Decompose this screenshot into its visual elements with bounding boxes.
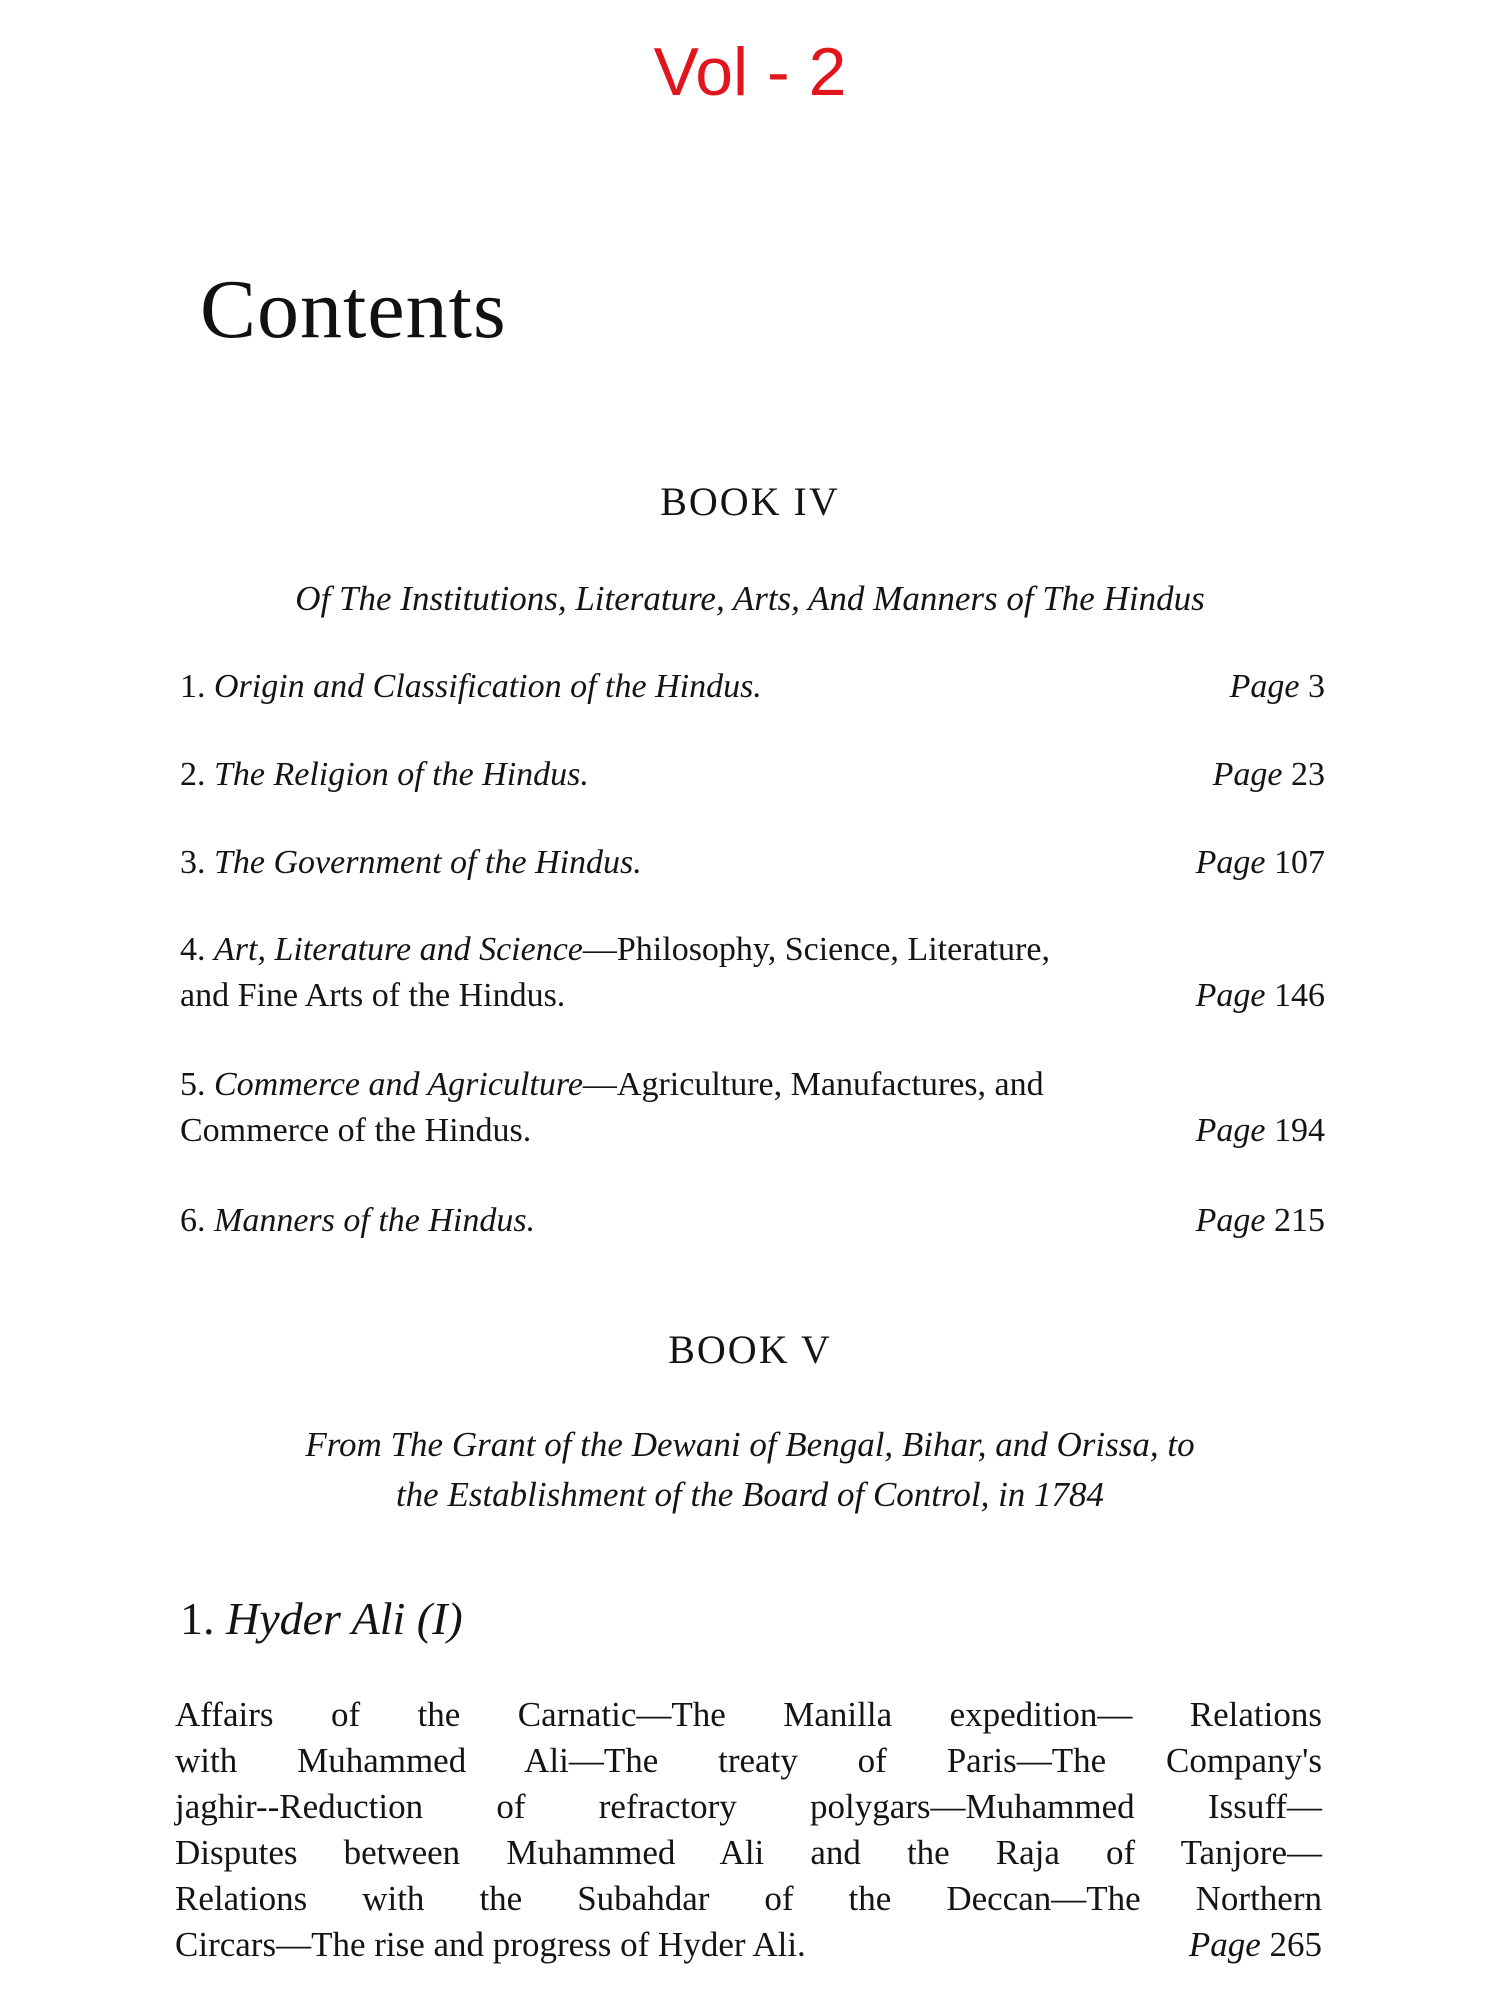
page-number: 3 bbox=[1308, 668, 1325, 705]
entry-number: 5. bbox=[180, 1066, 206, 1103]
entry-title: Manners of the Hindus. bbox=[214, 1202, 536, 1239]
page-number: 265 bbox=[1269, 1925, 1322, 1964]
contents-title: Contents bbox=[200, 263, 507, 356]
entry-title: Origin and Classification of the Hindus. bbox=[214, 668, 762, 705]
toc-entry-art-literature-science[interactable] bbox=[180, 927, 1325, 1019]
page-number: 146 bbox=[1274, 977, 1325, 1014]
page-word: Page bbox=[1195, 1112, 1266, 1149]
page-word: Page bbox=[1195, 844, 1266, 881]
entry-title: The Government of the Hindus. bbox=[214, 844, 642, 881]
entry-description-cont: and Fine Arts of the Hindus. bbox=[180, 977, 566, 1014]
entry-description: —Philosophy, Science, Literature, bbox=[582, 931, 1050, 968]
toc-entry-origin[interactable] bbox=[180, 664, 1325, 710]
chapter-description-line: jaghir--Reduction of refractory polygars—Muhammed Issuff— bbox=[175, 1787, 1322, 1826]
entry-description-cont: Commerce of the Hindus. bbox=[180, 1112, 532, 1149]
entry-number: 1. bbox=[180, 668, 206, 705]
chapter-description-line: Affairs of the Carnatic—The Manilla expedition— Relations bbox=[175, 1695, 1322, 1734]
entry-number: 3. bbox=[180, 844, 206, 881]
book-iv-heading: BOOK IV bbox=[660, 479, 840, 524]
book-v-subtitle-line1: From The Grant of the Dewani of Bengal, Bihar, and Orissa, to bbox=[305, 1425, 1195, 1464]
toc-entry-commerce-agriculture[interactable] bbox=[180, 1062, 1325, 1154]
entry-number: 2. bbox=[180, 756, 206, 793]
page-word: Page bbox=[1212, 756, 1283, 793]
page-word: Page bbox=[1229, 668, 1300, 705]
entry-title: Commerce and Agriculture bbox=[214, 1066, 583, 1103]
chapter-description-last-line bbox=[175, 1922, 1322, 1968]
toc-entry-government[interactable] bbox=[180, 840, 1325, 886]
book-v-subtitle-line2: the Establishment of the Board of Control, in 1784 bbox=[395, 1475, 1105, 1514]
entry-number: 4. bbox=[180, 931, 206, 968]
chapter-description-line: with Muhammed Ali—The treaty of Paris—The Company's bbox=[175, 1741, 1322, 1780]
chapter-description-line: Circars—The rise and progress of Hyder Ali. bbox=[175, 1925, 806, 1964]
page-number: 194 bbox=[1274, 1112, 1325, 1149]
entry-number: 6. bbox=[180, 1202, 206, 1239]
page-word: Page bbox=[1195, 1202, 1266, 1239]
book-v-subtitle bbox=[0, 1420, 1500, 1520]
chapter-heading-hyder-ali[interactable] bbox=[180, 1593, 463, 1644]
book-iv-subtitle: Of The Institutions, Literature, Arts, And Manners of The Hindus bbox=[295, 579, 1205, 618]
page-word: Page bbox=[1188, 1925, 1261, 1964]
toc-entry-religion[interactable] bbox=[180, 752, 1325, 798]
entry-title: The Religion of the Hindus. bbox=[214, 756, 589, 793]
page-number: 107 bbox=[1274, 844, 1325, 881]
chapter-description-line: Disputes between Muhammed Ali and the Raja of Tanjore— bbox=[175, 1833, 1322, 1872]
book-v-heading: BOOK V bbox=[668, 1327, 832, 1372]
entry-description: —Agriculture, Manufactures, and bbox=[582, 1066, 1044, 1103]
chapter-description bbox=[175, 1692, 1322, 1922]
chapter-number: 1. bbox=[180, 1593, 215, 1644]
toc-entry-manners[interactable] bbox=[180, 1198, 1325, 1244]
page-number: 215 bbox=[1274, 1202, 1325, 1239]
chapter-description-line: Relations with the Subahdar of the Deccan—The Northern bbox=[175, 1879, 1322, 1918]
entry-title: Art, Literature and Science bbox=[214, 931, 583, 968]
page-word: Page bbox=[1195, 977, 1266, 1014]
page-number: 23 bbox=[1291, 756, 1325, 793]
volume-label: Vol - 2 bbox=[653, 34, 847, 110]
chapter-title: Hyder Ali (I) bbox=[226, 1593, 463, 1644]
